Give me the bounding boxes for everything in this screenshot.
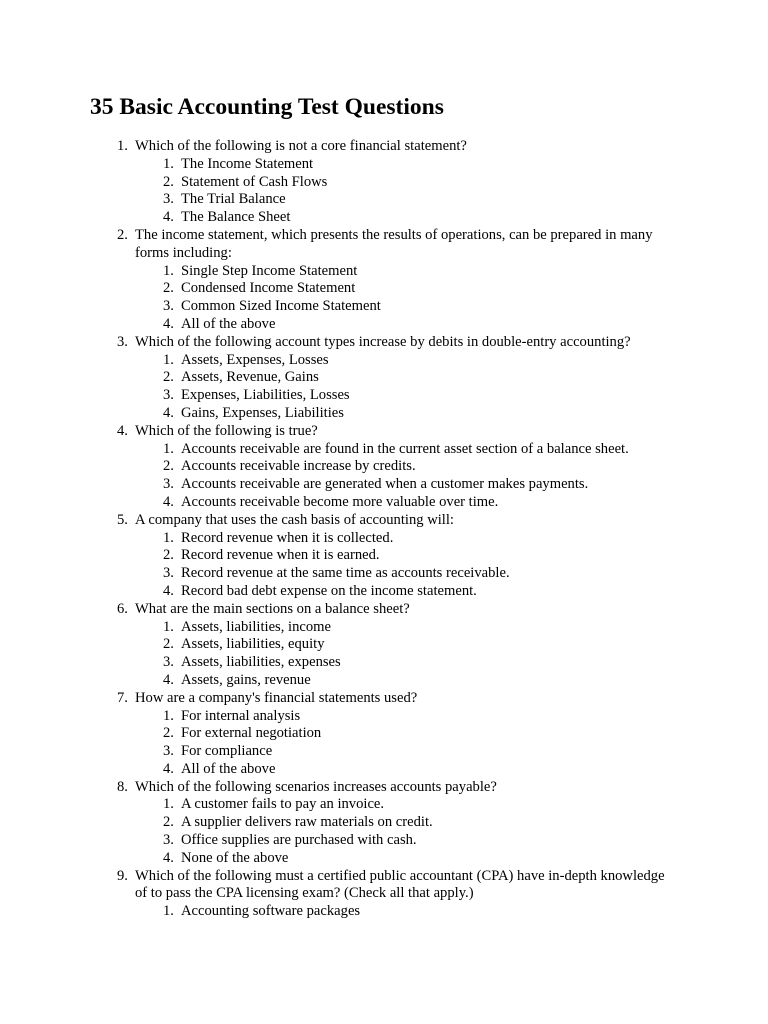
option-text: For internal analysis <box>181 707 301 724</box>
option-number: 3. <box>163 832 174 849</box>
option-item <box>0 850 768 868</box>
option-item <box>0 530 768 548</box>
question-number: 9. <box>117 867 128 884</box>
option-text: Record bad debt expense on the income statement. <box>181 582 477 599</box>
option-list <box>0 796 768 867</box>
option-list <box>0 903 768 921</box>
option-text: Expenses, Liabilities, Losses <box>181 387 350 404</box>
option-list <box>0 263 768 334</box>
question-item <box>0 512 768 601</box>
option-list <box>0 530 768 601</box>
option-item <box>0 672 768 690</box>
option-list <box>0 441 768 512</box>
option-number: 3. <box>163 298 174 315</box>
option-text: Gains, Expenses, Liabilities <box>181 404 344 421</box>
option-text: None of the above <box>181 849 289 866</box>
question-number: 3. <box>117 333 128 350</box>
option-number: 1. <box>163 440 174 457</box>
option-number: 4. <box>163 582 174 599</box>
question-item <box>0 334 768 423</box>
option-item <box>0 458 768 476</box>
option-text: The Trial Balance <box>181 191 286 208</box>
option-number: 2. <box>163 636 174 653</box>
question-number: 2. <box>117 226 128 243</box>
question-number: 1. <box>117 138 128 154</box>
option-text: Assets, Expenses, Losses <box>181 351 329 368</box>
option-item <box>0 583 768 601</box>
option-item <box>0 565 768 583</box>
question-item <box>0 779 768 868</box>
option-number: 4. <box>163 315 174 332</box>
option-item <box>0 280 768 298</box>
option-list <box>0 156 768 227</box>
question-text: Which of the following must a certified public accountant (CPA) have in-depth knowledge of to pass the CPA licensing exam? (Check all that apply.) <box>135 867 665 902</box>
option-item <box>0 494 768 512</box>
option-list <box>0 352 768 423</box>
question-row <box>0 138 768 156</box>
option-text: Assets, gains, revenue <box>181 671 311 688</box>
option-text: Common Sized Income Statement <box>181 298 381 315</box>
question-text: How are a company's financial statements used? <box>135 689 418 706</box>
option-text: A customer fails to pay an invoice. <box>181 796 385 813</box>
question-row <box>0 601 768 619</box>
option-item <box>0 191 768 209</box>
option-item <box>0 369 768 387</box>
option-item <box>0 298 768 316</box>
option-item <box>0 743 768 761</box>
question-item <box>0 138 768 227</box>
question-text: The income statement, which presents the results of operations, can be prepared in many forms including: <box>135 226 653 261</box>
option-number: 2. <box>163 458 174 475</box>
option-text: Assets, liabilities, equity <box>181 636 325 653</box>
option-text: Single Step Income Statement <box>181 262 358 279</box>
option-text: The Balance Sheet <box>181 209 291 226</box>
option-item <box>0 352 768 370</box>
option-item <box>0 209 768 227</box>
option-item <box>0 796 768 814</box>
option-text: Record revenue when it is earned. <box>181 547 380 564</box>
option-item <box>0 263 768 281</box>
option-number: 3. <box>163 565 174 582</box>
question-row <box>0 868 768 904</box>
option-number: 3. <box>163 476 174 493</box>
question-number: 7. <box>117 689 128 706</box>
option-text: Assets, liabilities, income <box>181 618 331 635</box>
question-text: Which of the following is not a core financial statement? <box>135 138 467 154</box>
option-number: 3. <box>163 654 174 671</box>
option-item <box>0 708 768 726</box>
question-row <box>0 512 768 530</box>
question-item <box>0 601 768 690</box>
option-text: Accounts receivable become more valuable over time. <box>181 493 499 510</box>
option-list <box>0 708 768 779</box>
option-text: Assets, liabilities, expenses <box>181 654 341 671</box>
option-number: 3. <box>163 743 174 760</box>
option-number: 2. <box>163 280 174 297</box>
option-item <box>0 547 768 565</box>
option-number: 1. <box>163 796 174 813</box>
option-item <box>0 761 768 779</box>
option-text: Record revenue when it is collected. <box>181 529 394 546</box>
option-number: 1. <box>163 903 174 920</box>
option-item <box>0 903 768 921</box>
option-text: Accounts receivable increase by credits. <box>181 458 416 475</box>
option-item <box>0 619 768 637</box>
question-number: 5. <box>117 511 128 528</box>
option-item <box>0 405 768 423</box>
option-text: Office supplies are purchased with cash. <box>181 832 417 849</box>
option-number: 1. <box>163 529 174 546</box>
option-item <box>0 476 768 494</box>
option-number: 1. <box>163 262 174 279</box>
option-number: 4. <box>163 760 174 777</box>
option-text: Record revenue at the same time as accounts receivable. <box>181 565 510 582</box>
question-number: 4. <box>117 422 128 439</box>
option-number: 3. <box>163 191 174 208</box>
question-text: A company that uses the cash basis of accounting will: <box>135 511 454 528</box>
option-item <box>0 832 768 850</box>
option-number: 4. <box>163 671 174 688</box>
question-item <box>0 868 768 921</box>
question-row <box>0 690 768 708</box>
option-text: The Income Statement <box>181 155 314 172</box>
option-text: Condensed Income Statement <box>181 280 356 297</box>
option-number: 4. <box>163 493 174 510</box>
question-text: Which of the following is true? <box>135 422 318 439</box>
option-number: 2. <box>163 725 174 742</box>
option-number: 2. <box>163 814 174 831</box>
option-item <box>0 636 768 654</box>
option-number: 1. <box>163 351 174 368</box>
option-item <box>0 441 768 459</box>
option-number: 2. <box>163 547 174 564</box>
question-row <box>0 227 768 263</box>
option-text: All of the above <box>181 315 276 332</box>
option-number: 4. <box>163 849 174 866</box>
option-text: All of the above <box>181 760 276 777</box>
question-item <box>0 227 768 334</box>
option-text: For compliance <box>181 743 273 760</box>
option-number: 2. <box>163 173 174 190</box>
question-text: What are the main sections on a balance sheet? <box>135 600 410 617</box>
question-item <box>0 690 768 779</box>
option-number: 1. <box>163 155 174 172</box>
option-text: Accounting software packages <box>181 903 361 920</box>
option-item <box>0 654 768 672</box>
option-item <box>0 316 768 334</box>
option-item <box>0 174 768 192</box>
question-row <box>0 334 768 352</box>
option-text: For external negotiation <box>181 725 322 742</box>
question-number: 8. <box>117 778 128 795</box>
question-row <box>0 423 768 441</box>
option-number: 4. <box>163 404 174 421</box>
question-text: Which of the following scenarios increases accounts payable? <box>135 778 497 795</box>
option-number: 4. <box>163 209 174 226</box>
option-item <box>0 814 768 832</box>
option-text: Accounts receivable are generated when a customer makes payments. <box>181 476 589 493</box>
option-item <box>0 725 768 743</box>
question-number: 6. <box>117 600 128 617</box>
option-text: Accounts receivable are found in the current asset section of a balance sheet. <box>181 440 629 457</box>
option-list <box>0 619 768 690</box>
option-number: 3. <box>163 387 174 404</box>
option-number: 1. <box>163 618 174 635</box>
option-item <box>0 387 768 405</box>
question-list <box>0 138 768 921</box>
question-row <box>0 779 768 797</box>
option-number: 1. <box>163 707 174 724</box>
question-item <box>0 423 768 512</box>
option-item <box>0 156 768 174</box>
document-title: 35 Basic Accounting Test Questions <box>90 94 444 120</box>
option-text: Assets, Revenue, Gains <box>181 369 319 386</box>
option-number: 2. <box>163 369 174 386</box>
question-text: Which of the following account types increase by debits in double-entry accounting? <box>135 333 631 350</box>
option-text: A supplier delivers raw materials on credit. <box>181 814 433 831</box>
option-text: Statement of Cash Flows <box>181 173 328 190</box>
